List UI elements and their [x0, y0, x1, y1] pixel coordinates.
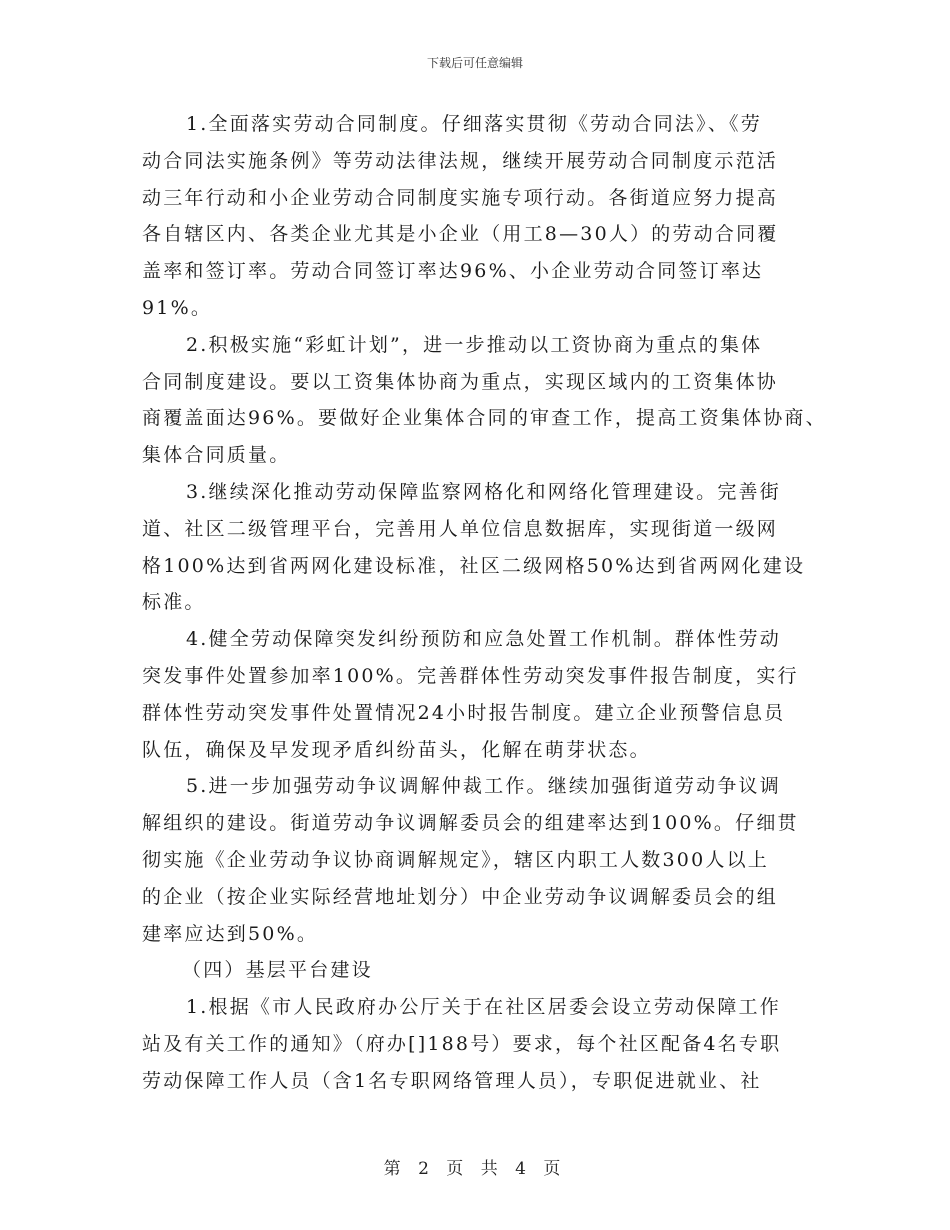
text-line: 队伍，确保及早发现矛盾纠纷苗头，化解在萌芽状态。	[142, 738, 651, 761]
page-header: 下载后可任意编辑	[426, 56, 523, 70]
text-line: 2.积极实施“彩虹计划”，进一步推动以工资协商为重点的集体	[186, 333, 763, 356]
text-line: 站及有关工作的通知》（府办[]188号）要求，每个社区配备4名专职	[142, 1032, 782, 1055]
text-line: 合同制度建设。要以工资集体协商为重点，实现区域内的工资集体协	[142, 370, 779, 393]
text-line: 91%。	[142, 296, 213, 319]
text-line: 商覆盖面达96%。要做好企业集体合同的审查工作，提高工资集体协商、	[142, 407, 827, 430]
text-line: 3.继续深化推动劳动保障监察网格化和网络化管理建设。完善街	[186, 480, 781, 503]
text-line: 1.全面落实劳动合同制度。仔细落实贯彻《劳动合同法》、《劳	[186, 113, 762, 135]
text-line: 彻实施《企业劳动争议协商调解规定》，辖区内职工人数300人以上	[142, 848, 769, 871]
page-footer: 第 2 页 共 4 页	[383, 1159, 567, 1179]
text-line: 劳动保障工作人员（含1名专职网络管理人员），专职促进就业、社	[142, 1069, 762, 1092]
text-line: 建率应达到50%。	[142, 922, 319, 945]
text-line: 4.健全劳动保障突发纠纷预防和应急处置工作机制。群体性劳动	[186, 628, 781, 651]
text-line: 各自辖区内、各类企业尤其是小企业（用工8—30人）的劳动合同覆	[142, 223, 779, 246]
paragraph-1	[142, 106, 824, 327]
text-line: 标准。	[142, 591, 206, 614]
text-line: 1.根据《市人民政府办公厅关于在社区居委会设立劳动保障工作	[186, 996, 781, 1019]
text-line: 突发事件处置参加率100%。完善群体性劳动突发事件报告制度，实行	[142, 664, 799, 687]
text-line: 格100%达到省两网化建设标准，社区二级网格50%达到省两网化建设	[142, 554, 806, 577]
text-line: 动三年行动和小企业劳动合同制度实施专项行动。各街道应努力提高	[142, 186, 779, 209]
paragraph-6	[142, 989, 824, 1099]
paragraph-4	[142, 621, 824, 768]
paragraph-3	[142, 474, 824, 621]
text-line: 动合同法实施条例》等劳动法律法规，继续开展劳动合同制度示范活	[142, 149, 779, 172]
section-heading: （四）基层平台建设	[182, 959, 373, 982]
text-line: 5.进一步加强劳动争议调解仲裁工作。继续加强街道劳动争议调	[186, 775, 781, 798]
paragraph-2	[142, 327, 827, 474]
text-line: 群体性劳动突发事件处置情况24小时报告制度。建立企业预警信息员	[142, 701, 786, 724]
text-line: 解组织的建设。街道劳动争议调解委员会的组建率达到100%。仔细贯	[142, 812, 799, 835]
text-line: 道、社区二级管理平台，完善用人单位信息数据库，实现街道一级网	[142, 517, 779, 540]
paragraph-5	[142, 768, 824, 952]
text-line: 的企业（按企业实际经营地址划分）中企业劳动争议调解委员会的组	[142, 885, 779, 908]
document-body	[142, 106, 827, 1100]
text-line: 盖率和签订率。劳动合同签订率达96%、小企业劳动合同签订率达	[142, 260, 764, 283]
text-line: 集体合同质量。	[142, 444, 291, 467]
